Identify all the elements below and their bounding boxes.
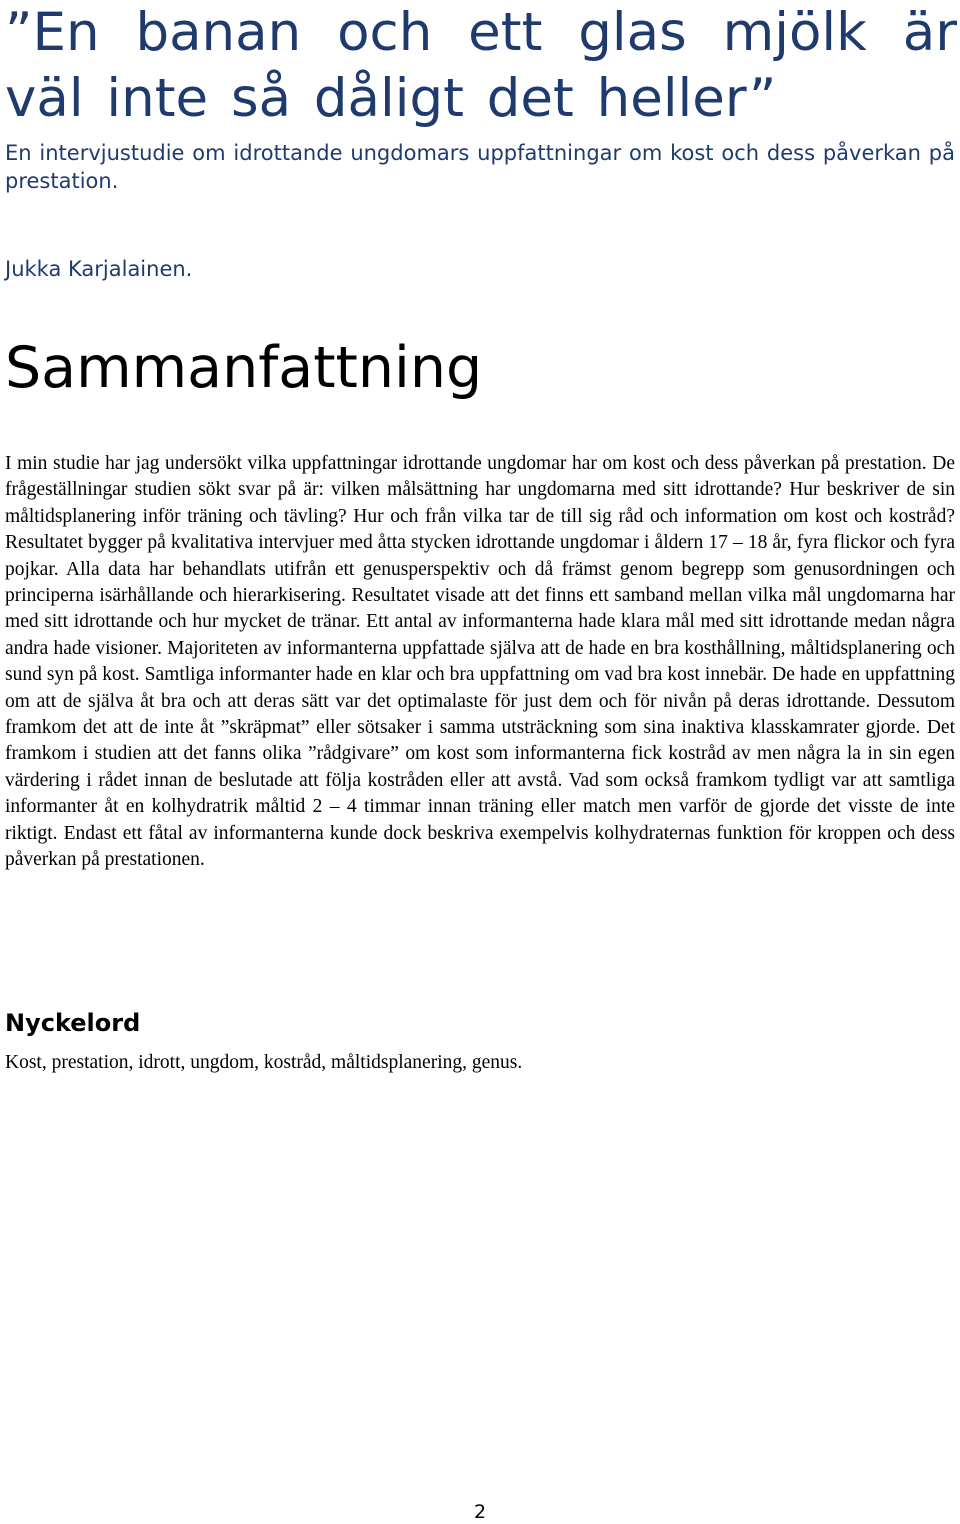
keywords-text: Kost, prestation, idrott, ungdom, kostråd, måltidsplanering, genus.	[5, 1052, 523, 1073]
summary-heading: Sammanfattning	[5, 335, 483, 401]
author-name: Jukka Karjalainen.	[5, 257, 193, 281]
page-number: 2	[473, 1501, 487, 1523]
document-title: ”En banan och ett glas mjölk är väl inte så dåligt det heller”	[5, 2, 957, 129]
summary-paragraph: I min studie har jag undersökt vilka uppfattningar idrottande ungdomar har om kost och dess påverkan på prestation. De frågeställningar studien sökt svar på är: vilken målsättning har ungdomarna med sitt idrottande? Hur beskriver de sin måltidsplanering inför träning och tävling? Hur och från vilka tar de till sig råd och information om kost och kostråd? Resultatet bygger på kvalitativa intervjuer med åtta stycken idrottande ungdomar i åldern 17 – 18 år, fyra flickor och fyra pojkar. Alla data har behandlats utifrån ett genusperspektiv och då främst genom begrepp som genusordningen och principerna isärhållande och hierarkisering. Resultatet visade att det finns ett samband mellan vilka mål ungdomarna har med sitt idrottande och hur mycket de tränar. Ett antal av informanterna hade klara mål med sitt idrottande medan några andra hade visioner. Majoriteten av informanterna uppfattade själva att de hade en bra kosthållning, måltidsplanering och sund syn på kost. Samtliga informanter hade en klar och bra uppfattning om vad bra kost innebär. De hade en uppfattning om att de själva åt bra och att deras sätt var det optimalaste för just dem och för nivån på deras idrottande. Dessutom framkom det att de inte åt ”skräpmat” eller sötsaker i samma utsträckning som sina inaktiva klasskamrater gjorde. Det framkom i studien att det fanns olika ”rådgivare” om kost som informanterna fick kostråd av men några la in sin egen värdering i rådet innan de beslutade att följa kostråden eller att avstå. Vad som också framkom tydligt var att samtliga informanter åt en kolhydratrik måltid 2 – 4 timmar innan träning eller match men varför de gjorde det visste de inte riktigt. Endast ett fåtal av informanterna kunde dock beskriva exempelvis kolhydraternas funktion för kroppen och dess påverkan på prestationen.	[5, 453, 955, 871]
keywords-heading: Nyckelord	[5, 1009, 141, 1037]
document-subtitle: En intervjustudie om idrottande ungdomars uppfattningar om kost och dess påverkan på prestation.	[5, 141, 955, 193]
